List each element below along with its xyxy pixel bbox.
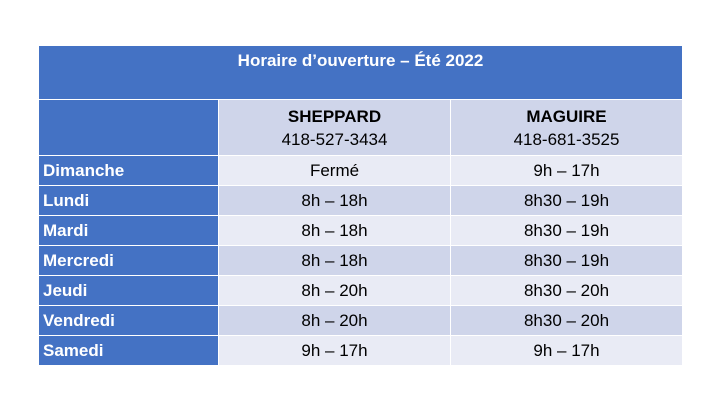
table-row-jeudi (39, 276, 683, 306)
hours-cell: 8h – 18h (219, 246, 451, 276)
hours-cell: Fermé (219, 156, 451, 186)
header-corner-cell (39, 100, 219, 156)
day-label: Jeudi (39, 276, 219, 306)
location-phone: 418-527-3434 (281, 129, 388, 149)
hours-cell: 8h30 – 20h (451, 306, 683, 336)
table-row-mardi (39, 216, 683, 246)
day-label: Mardi (39, 216, 219, 246)
hours-cell: 8h – 18h (219, 216, 451, 246)
title-row (39, 46, 683, 100)
table-row-lundi (39, 186, 683, 216)
opening-hours-table (38, 45, 683, 366)
hours-cell: 8h – 20h (219, 306, 451, 336)
hours-cell: 8h – 20h (219, 276, 451, 306)
location-header-sheppard (219, 100, 451, 156)
location-header-row (39, 100, 683, 156)
hours-cell: 9h – 17h (219, 336, 451, 366)
location-header-maguire (451, 100, 683, 156)
day-label: Samedi (39, 336, 219, 366)
location-phone: 418-681-3525 (513, 129, 620, 149)
table-row-vendredi (39, 306, 683, 336)
hours-cell: 8h30 – 20h (451, 276, 683, 306)
table-row-mercredi (39, 246, 683, 276)
location-name: SHEPPARD (287, 106, 382, 126)
hours-cell: 8h30 – 19h (451, 216, 683, 246)
table-row-dimanche (39, 156, 683, 186)
hours-cell: 8h – 18h (219, 186, 451, 216)
day-label: Vendredi (39, 306, 219, 336)
table-title: Horaire d’ouverture – Été 2022 (39, 46, 683, 100)
hours-cell: 9h – 17h (451, 156, 683, 186)
day-label: Lundi (39, 186, 219, 216)
table-row-samedi (39, 336, 683, 366)
hours-cell: 8h30 – 19h (451, 186, 683, 216)
day-label: Dimanche (39, 156, 219, 186)
hours-cell: 8h30 – 19h (451, 246, 683, 276)
day-label: Mercredi (39, 246, 219, 276)
hours-cell: 9h – 17h (451, 336, 683, 366)
location-name: MAGUIRE (526, 106, 607, 126)
